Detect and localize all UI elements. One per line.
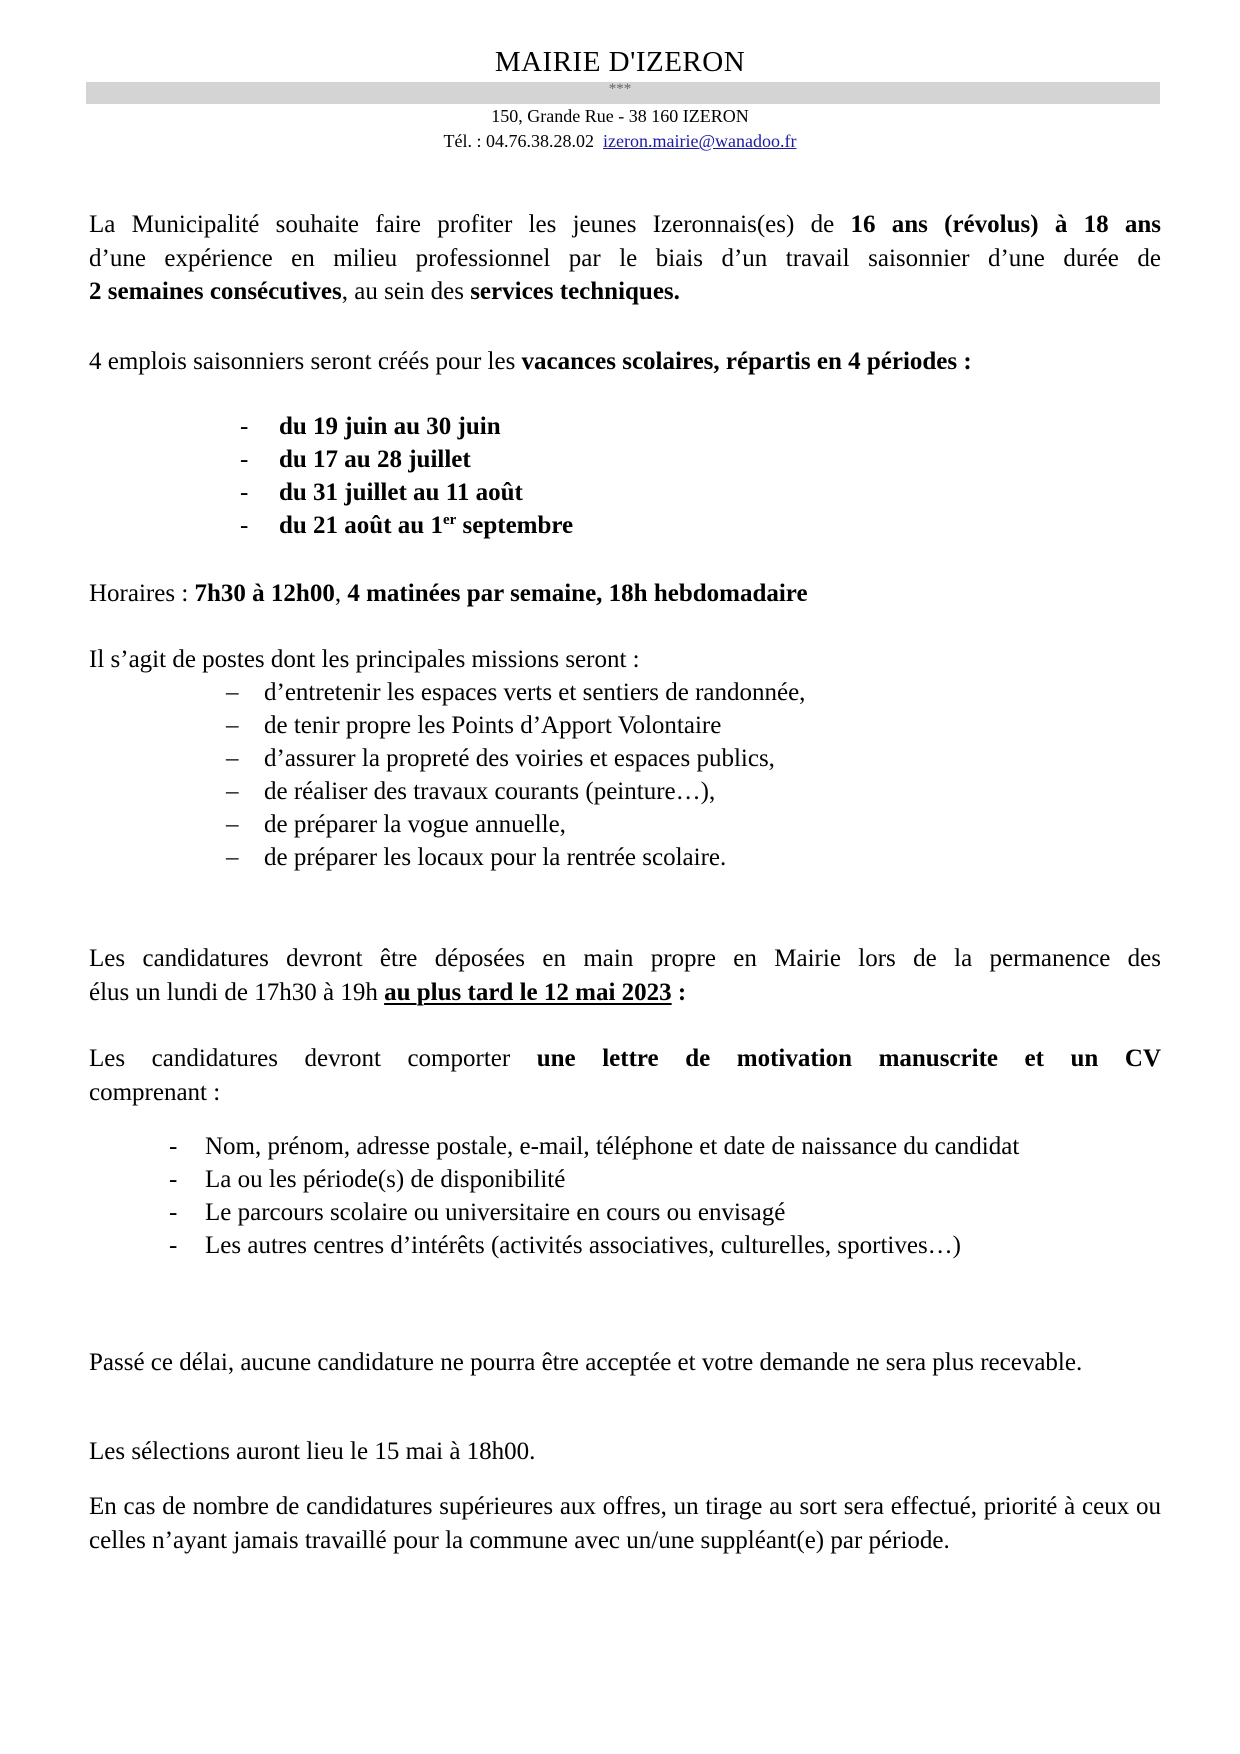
horaires-time: 7h30 à 12h00 bbox=[194, 580, 335, 607]
age-range: 16 ans (révolus) à 18 ans bbox=[850, 211, 1161, 238]
service-name: services techniques. bbox=[470, 278, 680, 305]
horaires-line: Horaires : 7h30 à 12h00, 4 matinées par semaine, 18h hebdomadaire bbox=[89, 580, 808, 607]
contenu-paragraph bbox=[89, 1042, 1161, 1109]
deadline: au plus tard le 12 mai 2023 bbox=[384, 978, 672, 1006]
email-link[interactable]: izeron.mairie@wanadoo.fr bbox=[603, 131, 797, 151]
header-phone: Tél. : 04.76.38.28.02 bbox=[443, 131, 594, 151]
depot-line-1: Les candidatures devront être déposées en main propre en Mairie lors de la permanence des bbox=[89, 945, 1161, 972]
header-address: 150, Grande Rue - 38 160 IZERON bbox=[491, 106, 749, 126]
selections-date: Les sélections auront lieu le 15 mai à 18h00. bbox=[89, 1438, 536, 1465]
emplois-paragraph: 4 emplois saisonniers seront créés pour les vacances scolaires, répartis en 4 périodes : bbox=[89, 348, 972, 375]
missions-intro: Il s’agit de postes dont les principales missions seront : bbox=[89, 646, 640, 673]
horaires-schedule: 4 matinées par semaine, 18h hebdomadaire bbox=[347, 580, 808, 607]
header-stars: *** bbox=[608, 81, 632, 97]
duration: 2 semaines consécutives bbox=[89, 278, 342, 305]
intro-line-2: d’une expérience en milieu professionnel par le biais d’un travail saisonnier d’une durée de bbox=[89, 244, 1161, 272]
required-documents: une lettre de motivation manuscrite et un CV bbox=[536, 1045, 1161, 1072]
tirage-paragraph: En cas de nombre de candidatures supérieures aux offres, un tirage au sort sera effectué, priorité à ceux ou celles n’ayant jamais travaillé pour la commune avec un/une suppléant(e) par période. bbox=[89, 1493, 1161, 1554]
contenu-line-1: Les candidatures devront comporter une lettre de motivation manuscrite et un CV bbox=[89, 1045, 1161, 1072]
emplois-periods-heading: vacances scolaires, répartis en 4 périodes : bbox=[521, 348, 972, 375]
intro-line-3: 2 semaines consécutives, au sein des services techniques. bbox=[89, 278, 680, 305]
page-title: MAIRIE D'IZERON bbox=[494, 46, 746, 78]
intro-paragraph bbox=[89, 208, 1161, 309]
contenu-line-2: comprenant : bbox=[89, 1078, 221, 1106]
intro-line-1: La Municipalité souhaite faire profiter les jeunes Izeronnais(es) de 16 ans (révolus) à 18 ans bbox=[89, 211, 1161, 238]
depot-paragraph bbox=[89, 942, 1161, 1009]
delai-paragraph: Passé ce délai, aucune candidature ne pourra être acceptée et votre demande ne sera plus recevable. bbox=[89, 1349, 1083, 1376]
header-contact bbox=[0, 131, 1240, 152]
depot-line-2: élus un lundi de 17h30 à 19h au plus tard le 12 mai 2023 : bbox=[89, 978, 687, 1006]
